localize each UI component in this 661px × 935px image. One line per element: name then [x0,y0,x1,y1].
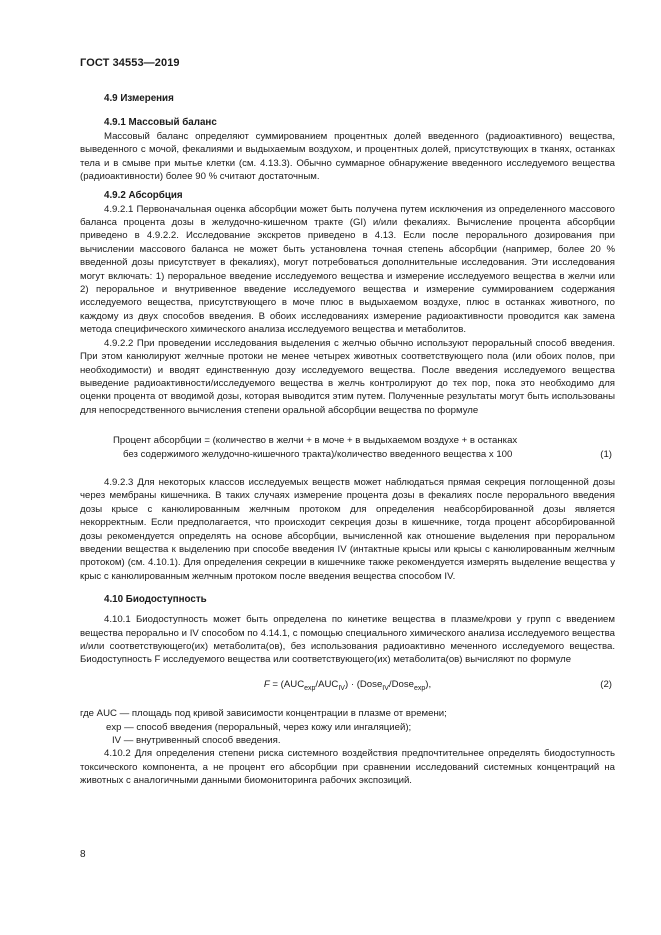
paragraph-4-9-2-3: 4.9.2.3 Для некоторых классов исследуемых веществ может наблюдаться прямая секреция поглощенной дозы через мембраны кишечника. В таких случаях измерение процента дозы в фекалиях после перорального введения дозы крысе с канюлированным желчным протоком для определения неабсорбированной дозы является некорректным. Если предполагается, что происходит секреция дозы в кишечнике, тогда процент абсорбированной дозы рекомендуется определять на основе абсорбции, вычисленной как отношение выделения при пероральном введении вещества к выделению при способе введения IV (интактные крысы или крысы с канюлированным желчным протоком) (см. 4.10.1). Для определения секреции в кишечнике также рекомендуется измерять выделение вещества у крыс с канюлированным желчным протоком после введения вещества способом IV. [80,476,615,582]
formula-1-line-1: Процент абсорбции = (количество в желчи + в моче + в выдыхаемом воздухе + в останках [113,435,518,447]
formula-1-line-2: без содержимого желудочно-кишечного тракта)/количество введенного вещества x 100 [123,448,513,460]
section-heading-4-9: 4.9 Измерения [104,93,174,104]
paragraph-4-10-1: 4.10.1 Биодоступность может быть определена по кинетике вещества в плазме/крови у групп с введением вещества перорально и IV способом по 4.14.1, с помощью специального химического анализа исследуемого вещества и/или соответствующего(их) метаболита(ов), без использования радиоактивно меченного исследуемого вещества. Биодоступность F исследуемого вещества или соответствующего(их) метаболита(ов) вычисляют по формуле [80,614,615,666]
formula-2-number: (2) [600,678,612,690]
page-content [80,92,615,788]
paragraph-4-10-2: 4.10.2 Для определения степени риска системного воздействия предпочтительнее определять биодоступность токсического компонента, а не процент его абсорбции при сравнении исследований системных концентраций на животных с аналогичными данными биомониторинга рабочих экспозиций. [80,748,615,787]
formula-2-legend [80,707,615,747]
formula-1-number: (1) [600,448,612,460]
legend-line-auc: где AUC — площадь под кривой зависимости концентрации в плазме от времени; [80,708,447,720]
section-heading-4-9-1: 4.9.1 Массовый баланс [104,117,217,128]
legend-line-iv: IV — внутривенный способ введения. [112,734,281,746]
standard-header: ГОСТ 34553—2019 [80,57,180,69]
formula-1 [80,434,615,461]
section-heading-4-9-2: 4.9.2 Абсорбция [104,189,183,201]
legend-line-exp: exp — способ введения (пероральный, через кожу или ингаляцией); [106,721,412,733]
section-heading-4-10: 4.10 Биодоступность [104,594,207,606]
paragraph-4-9-2-1: 4.9.2.1 Первоначальная оценка абсорбции может быть получена путем исключения из определенного массового баланса процента дозы в желудочно-кишечном тракте (GI) и/или фекалиях. Вычисление процента абсорбции приведено в 4.9.2.2. Исследование экскретов приведено в 4.13. Если после перорального дозирования при вычислении массового баланса не может быть установлена точная степень абсорбции (например, более 20 % введенной дозы присутствует в фекалиях), могут потребоваться дополнительные исследования. Эти исследования могут включать: 1) пероральное введение исследуемого вещества и измерение исследуемого вещества в желчи или 2) пероральное и внутривенное введение исследуемого вещества и измерение суммированием содержания исследуемого вещества, присутствующего в моче плюс в выдыхаемом воздухе, плюс в останках животного, по каждому из двух способов введения. В обоих исследованиях измерение радиоактивности проводится как замена метода специфического химического анализа исследуемого вещества и метаболитов. [80,203,615,336]
paragraph-4-9-2-2: 4.9.2.2 При проведении исследования выделения с желчью обычно используют пероральный способ введения. При этом канюлируют желчные протоки не менее четырех животных соответствующего пола (или обоих полов, при необходимости) и вводят единственную дозу исследуемого вещества. После введения исследуемого вещества выведение радиоактивности/исследуемого вещества в желчь контролируют до тех пор, пока это необходимо для оценки процента от вводимой дозы, которая выводится этим путем. Полученные результаты могут быть использованы для непосредственного вычисления степени оральной абсорбции вещества по формуле [80,337,615,416]
paragraph-mass-balance: Массовый баланс определяют суммированием процентных долей введенного (радиоактивного) вещества, выведенного с мочой, фекалиями и выдыхаемым воздухом, и процентных долей, присутствующих в тканях, останках тела и в смыве при мытье клетки (см. 4.13.3). Обычно суммарное обнаружение введенного исследуемого вещества (радиоактивности) более 90 % считают достаточным. [80,131,615,183]
formula-2: $F = (AUC_{exp}/AUC_{IV})$ · (Dose$_{IV}$/Dose$_{exp}$), (2) [263,678,612,692]
page-number: 8 [80,849,86,860]
formula-2-f: F [263,678,270,690]
